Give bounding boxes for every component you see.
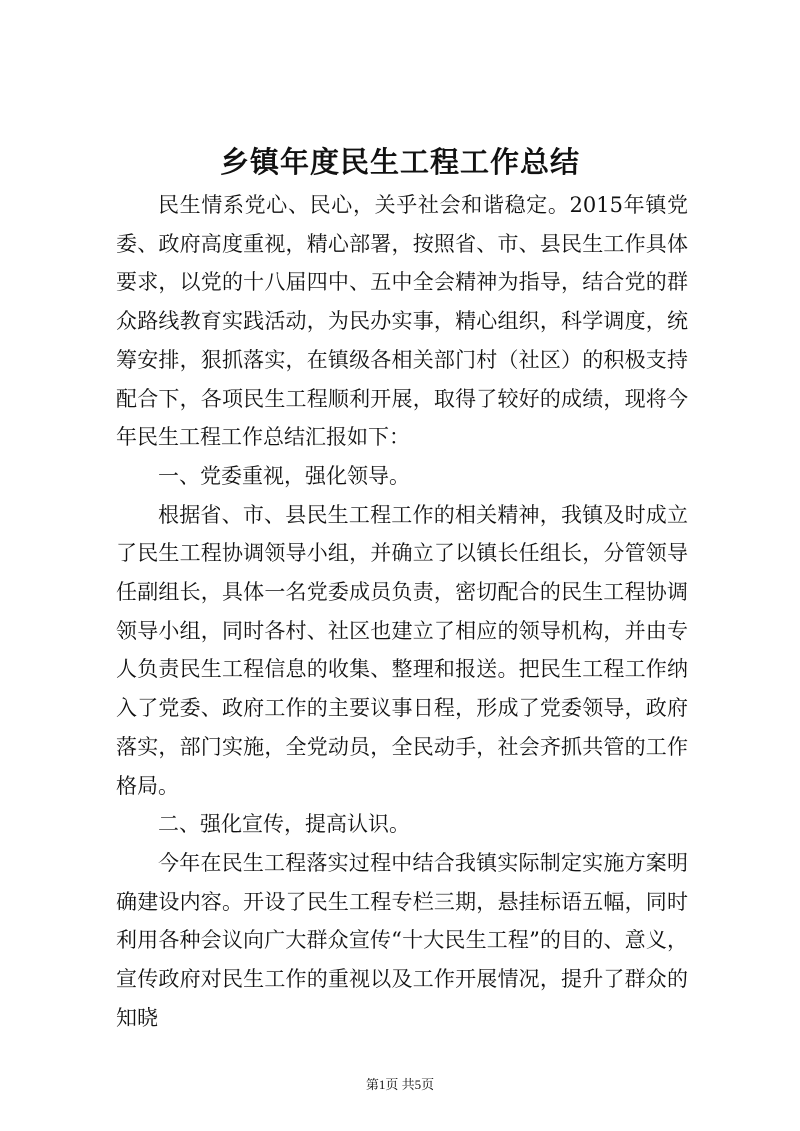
section-heading-1: 一、党委重视，强化领导。 [158,463,410,488]
paragraph-section-1: 根据省、市、县民生工程工作的相关精神，我镇及时成立了民生工程协调领导小组，并确立了以镇长任组长，分管领导任副组长，具体一名党委成员负责，密切配合的民生工程协调领导小组，同时各村、社区也建立了相应的领导机构，并由专人负责民生工程信息的收集、整理和报送。把民生工程工作纳入了党委、政府工作的主要议事日程，形成了党委领导，政府落实，部门实施，全党动员，全民动手，社会齐抓共管的工作格局。 [116,502,688,798]
paragraph-section-2: 今年在民生工程落实过程中结合我镇实际制定实施方案明确建设内容。开设了民生工程专栏三期，悬挂标语五幅，同时利用各种会议向广大群众宣传“十大民生工程”的目的、意义，宣传政府对民生工作的重视以及工作开展情况，提升了群众的知晓 [116,850,688,1030]
section-heading-2: 二、强化宣传，提高认识。 [158,812,410,837]
page-number-footer: 第1页 共5页 [365,1077,435,1092]
document-body [116,186,688,1037]
document-title: 乡镇年度民生工程工作总结 [219,145,580,179]
paragraph-intro: 民生情系党心、民心，关乎社会和谐稳定。2015年镇党委、政府高度重视，精心部署，按照省、市、县民生工作具体要求，以党的十八届四中、五中全会精神为指导，结合党的群众路线教育实践活动，为民办实事，精心组织，科学调度，统筹安排，狠抓落实，在镇级各相关部门村（社区）的积极支持配合下，各项民生工程顺利开展，取得了较好的成绩，现将今年民生工程工作总结汇报如下： [116,193,688,450]
